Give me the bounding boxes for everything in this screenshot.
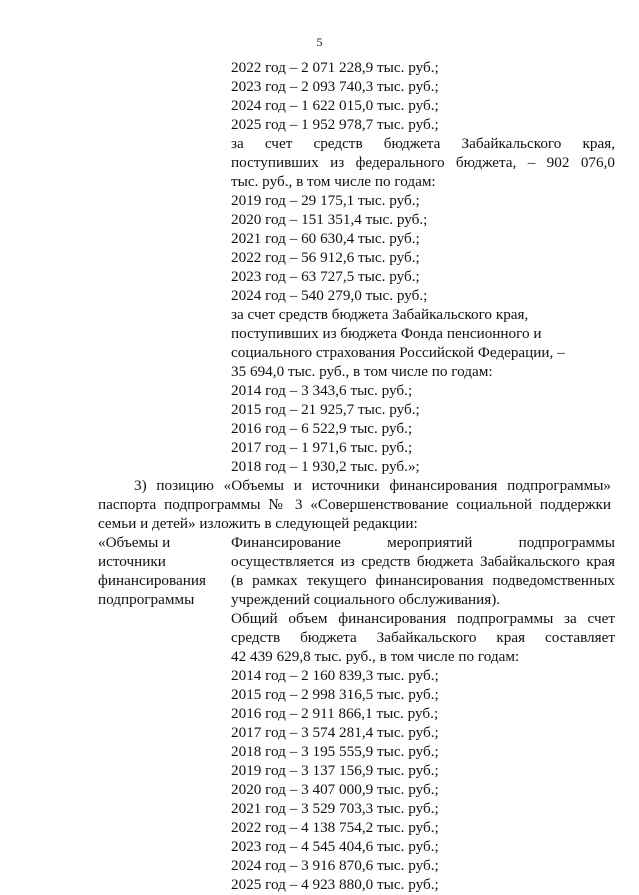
text-line: за счет средств бюджета Забайкальского края, [231, 306, 529, 323]
year-line: 2020 год – 3 407 000,9 тыс. руб.; [231, 781, 439, 798]
year-line: 2022 год – 2 071 228,9 тыс. руб.; [231, 59, 439, 76]
year-line: 2016 год – 6 522,9 тыс. руб.; [231, 420, 413, 437]
year-line: 2024 год – 3 916 870,6 тыс. руб.; [231, 857, 439, 874]
year-line: 2017 год – 3 574 281,4 тыс. руб.; [231, 724, 439, 741]
year-line: 2023 год – 4 545 404,6 тыс. руб.; [231, 838, 439, 855]
year-line: 2016 год – 2 911 866,1 тыс. руб.; [231, 705, 439, 722]
year-line: 2020 год – 151 351,4 тыс. руб.; [231, 211, 428, 228]
text-line: Финансирование мероприятий подпрограммы [231, 534, 615, 551]
text-line: учреждений социального обслуживания). [231, 591, 501, 608]
text-line: 35 694,0 тыс. руб., в том числе по годам: [231, 363, 493, 380]
year-line: 2023 год – 63 727,5 тыс. руб.; [231, 268, 420, 285]
label-line: подпрограммы [98, 591, 195, 608]
year-line: 2023 год – 2 093 740,3 тыс. руб.; [231, 78, 439, 95]
text-line: осуществляется из средств бюджета Забайкальского края [231, 553, 615, 570]
text-line: средств бюджета Забайкальского края составляет [231, 629, 615, 646]
year-line: 2019 год – 3 137 156,9 тыс. руб.; [231, 762, 439, 779]
label-line: «Объемы и [98, 534, 171, 551]
text-line: поступивших из федерального бюджета, – 902 076,0 [231, 154, 615, 171]
year-line: 2021 год – 60 630,4 тыс. руб.; [231, 230, 420, 247]
year-line: 2014 год – 3 343,6 тыс. руб.; [231, 382, 413, 399]
text-line: семьи и детей» изложить в следующей редакции: [98, 515, 418, 532]
year-line: 2022 год – 56 912,6 тыс. руб.; [231, 249, 420, 266]
year-line: 2015 год – 2 998 316,5 тыс. руб.; [231, 686, 439, 703]
text-line: паспорта подпрограммы № 3 «Совершенствование социальной поддержки [98, 496, 611, 513]
year-line: 2022 год – 4 138 754,2 тыс. руб.; [231, 819, 439, 836]
year-line: 2024 год – 1 622 015,0 тыс. руб.; [231, 97, 439, 114]
label-line: источники [98, 553, 166, 570]
page-number: 5 [316, 35, 323, 49]
text-line: 3) позицию «Объемы и источники финансирования подпрограммы» [134, 477, 611, 494]
label-line: финансирования [98, 572, 206, 589]
text-line: за счет средств бюджета Забайкальского края, [231, 135, 615, 152]
text-line: (в рамках текущего финансирования подведомственных [231, 572, 615, 589]
text-line: социального страхования Российской Федерации, – [231, 344, 565, 361]
year-line: 2015 год – 21 925,7 тыс. руб.; [231, 401, 420, 418]
year-line: 2021 год – 3 529 703,3 тыс. руб.; [231, 800, 439, 817]
year-line: 2025 год – 1 952 978,7 тыс. руб.; [231, 116, 439, 133]
year-line: 2017 год – 1 971,6 тыс. руб.; [231, 439, 413, 456]
year-line: 2018 год – 1 930,2 тыс. руб.»; [231, 458, 420, 475]
year-line: 2019 год – 29 175,1 тыс. руб.; [231, 192, 420, 209]
text-line: поступивших из бюджета Фонда пенсионного и [231, 325, 542, 342]
text-line: 42 439 629,8 тыс. руб., в том числе по годам: [231, 648, 520, 665]
text-line: тыс. руб., в том числе по годам: [231, 173, 436, 190]
year-line: 2014 год – 2 160 839,3 тыс. руб.; [231, 667, 439, 684]
year-line: 2024 год – 540 279,0 тыс. руб.; [231, 287, 428, 304]
year-line: 2025 год – 4 923 880,0 тыс. руб.; [231, 876, 439, 893]
text-line: Общий объем финансирования подпрограммы за счет [231, 610, 615, 627]
year-line: 2018 год – 3 195 555,9 тыс. руб.; [231, 743, 439, 760]
